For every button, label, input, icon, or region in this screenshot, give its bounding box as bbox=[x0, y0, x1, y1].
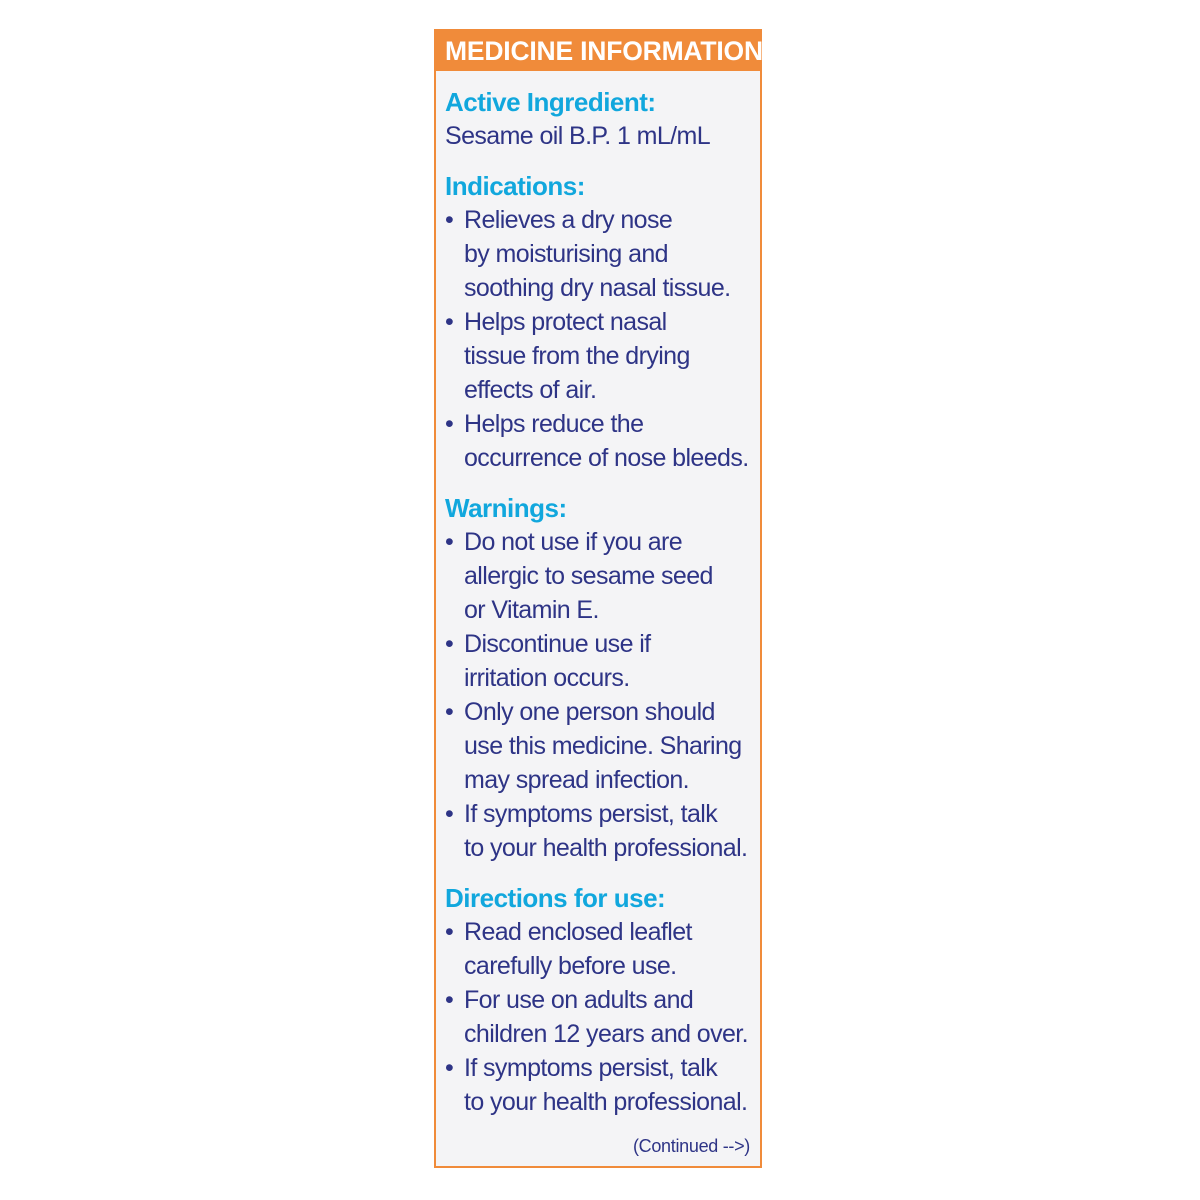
bullet-icon: • bbox=[445, 1054, 454, 1082]
indications-section bbox=[445, 169, 760, 475]
indications-list bbox=[445, 203, 760, 475]
continued-note: (Continued -->) bbox=[632, 1136, 750, 1156]
list-item: • Relieves a dry nose by moisturising and soothing dry nasal tissue. bbox=[445, 203, 760, 305]
bullet-icon: • bbox=[445, 308, 454, 336]
list-item: • If symptoms persist, talk to your health professional. bbox=[445, 797, 760, 865]
list-item: • Only one person should use this medicine. Sharing may spread infection. bbox=[445, 695, 760, 797]
bullet-icon: • bbox=[445, 528, 454, 556]
directions-heading: Directions for use: bbox=[445, 883, 666, 913]
bullet-icon: • bbox=[445, 630, 454, 658]
list-item: • Helps reduce the occurrence of nose bleeds. bbox=[445, 407, 760, 475]
bullet-icon: • bbox=[445, 986, 454, 1014]
bullet-icon: • bbox=[445, 800, 454, 828]
active-ingredient-heading: Active Ingredient: bbox=[445, 87, 656, 117]
warnings-section bbox=[445, 491, 760, 865]
indications-heading: Indications: bbox=[445, 171, 585, 201]
medicine-information-panel bbox=[434, 29, 762, 1168]
list-item: • For use on adults and children 12 years and over. bbox=[445, 983, 760, 1051]
directions-section bbox=[445, 881, 760, 1119]
bullet-icon: • bbox=[445, 918, 454, 946]
active-ingredient-section bbox=[445, 85, 760, 153]
list-item: • Discontinue use if irritation occurs. bbox=[445, 627, 760, 695]
bullet-icon: • bbox=[445, 206, 454, 234]
list-item: • Helps protect nasal tissue from the drying effects of air. bbox=[445, 305, 760, 407]
directions-list bbox=[445, 915, 760, 1119]
active-ingredient-text: Sesame oil B.P. 1 mL/mL bbox=[445, 122, 711, 150]
warnings-list bbox=[445, 525, 760, 865]
warnings-heading: Warnings: bbox=[445, 493, 567, 523]
panel-body bbox=[436, 71, 760, 1119]
bullet-icon: • bbox=[445, 698, 454, 726]
list-item: • If symptoms persist, talk to your health professional. bbox=[445, 1051, 760, 1119]
list-item: • Do not use if you are allergic to sesame seed or Vitamin E. bbox=[445, 525, 760, 627]
panel-header: MEDICINE INFORMATION bbox=[436, 31, 760, 71]
list-item: • Read enclosed leaflet carefully before use. bbox=[445, 915, 760, 983]
bullet-icon: • bbox=[445, 410, 454, 438]
